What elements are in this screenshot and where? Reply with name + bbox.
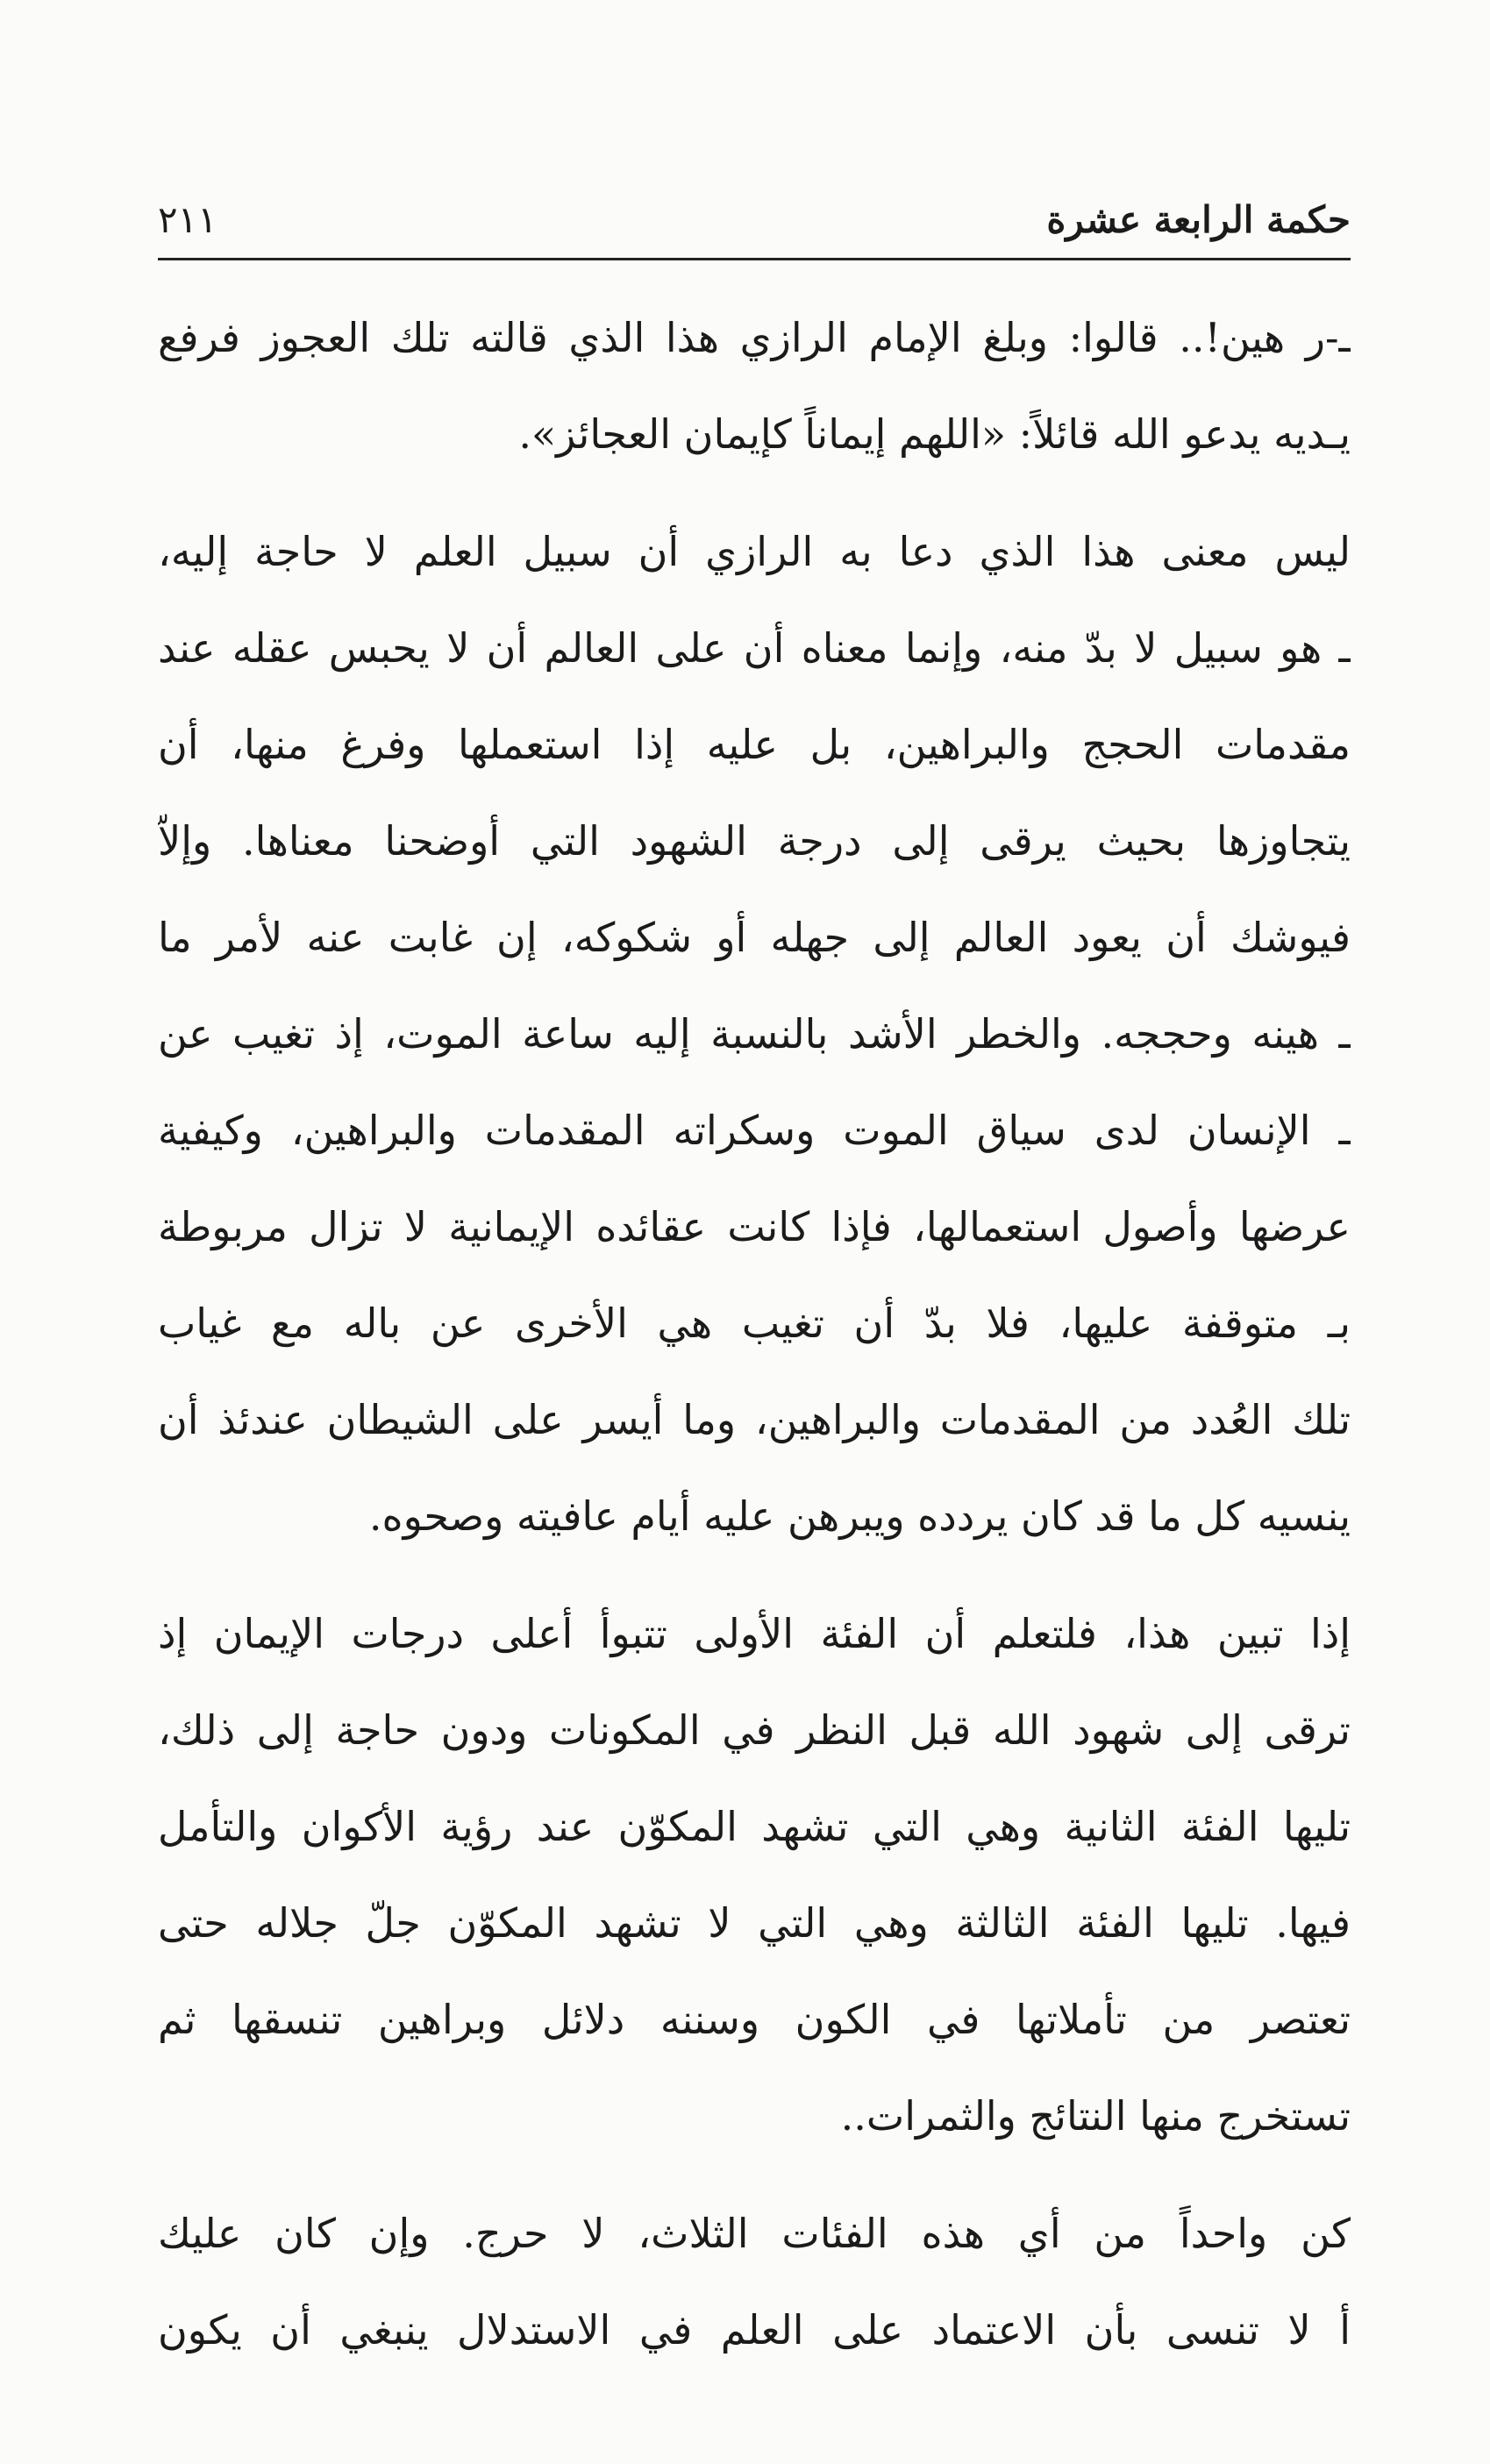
text-line: تستخرج منها النتائج والثمرات..: [840, 2092, 1351, 2140]
paragraph-3: [158, 1585, 1351, 2164]
body-text: [158, 289, 1351, 2378]
text-line: تلك العُدد من المقدمات والبراهين، وما أيسر على الشيطان عندئذ أن: [158, 1396, 1351, 1443]
text-line: كن واحداً من أي هذه الفئات الثلاث، لا حرج. وإن كان عليك: [158, 2210, 1351, 2257]
text-line: ترقى إلى شهود الله قبل النظر في المكونات ودون حاجة إلى ذلك،: [158, 1706, 1351, 1754]
text-line: ينسيه كل ما قد كان يردده ويبرهن عليه أيام عافيته وصحوه.: [368, 1492, 1351, 1540]
paragraph-4: [158, 2185, 1351, 2378]
text-line: أ لا تنسى بأن الاعتماد على العلم في الاستدلال ينبغي أن يكون: [158, 2306, 1351, 2354]
text-line: ليس معنى هذا الذي دعا به الرازي أن سبيل العلم لا حاجة إليه،: [158, 528, 1351, 575]
paragraph-1: [158, 289, 1351, 482]
page-number: ٢١١: [158, 198, 217, 241]
text-line: ـ-ر هين!.. قالوا: وبلغ الإمام الرازي هذا الذي قالته تلك العجوز فرفع: [158, 314, 1351, 361]
text-line: عرضها وأصول استعمالها، فإذا كانت عقائده الإيمانية لا تزال مربوطة: [158, 1203, 1351, 1250]
text-line: فيها. تليها الفئة الثالثة وهي التي لا تشهد المكوّن جلّ جلاله حتى: [158, 1899, 1351, 1947]
text-line: إذا تبين هذا، فلتعلم أن الفئة الأولى تتبوأ أعلى درجات الإيمان إذ: [158, 1610, 1351, 1657]
text-line: فيوشك أن يعود العالم إلى جهله أو شكوكه، إن غابت عنه لأمر ما: [158, 914, 1351, 961]
paragraph-2: [158, 503, 1351, 1564]
running-header: [158, 195, 1351, 260]
text-line: ـ الإنسان لدى سياق الموت وسكراته المقدمات والبراهين، وكيفية: [158, 1107, 1351, 1154]
text-line: ـ هينه وحججه. والخطر الأشد بالنسبة إليه ساعة الموت، إذ تغيب عن: [158, 1010, 1351, 1058]
running-title: حكمة الرابعة عشرة: [1046, 198, 1351, 241]
text-line: يـديه يدعو الله قائلاً: «اللهم إيماناً كإيمان العجائز».: [518, 410, 1351, 458]
text-line: بـ متوقفة عليها، فلا بدّ أن تغيب هي الأخرى عن باله مع غياب: [158, 1300, 1351, 1347]
text-line: تعتصر من تأملاتها في الكون وسننه دلائل وبراهين تنسقها ثم: [158, 1996, 1351, 2043]
text-line: ـ هو سبيل لا بدّ منه، وإنما معناه أن على العالم أن لا يحبس عقله عند: [158, 624, 1351, 672]
text-line: مقدمات الحجج والبراهين، بل عليه إذا استعملها وفرغ منها، أن: [158, 721, 1351, 768]
text-line: يتجاوزها بحيث يرقى إلى درجة الشهود التي أوضحنا معناها. وإلاّ: [158, 817, 1351, 865]
text-line: تليها الفئة الثانية وهي التي تشهد المكوّن عند رؤية الأكوان والتأمل: [158, 1803, 1351, 1850]
